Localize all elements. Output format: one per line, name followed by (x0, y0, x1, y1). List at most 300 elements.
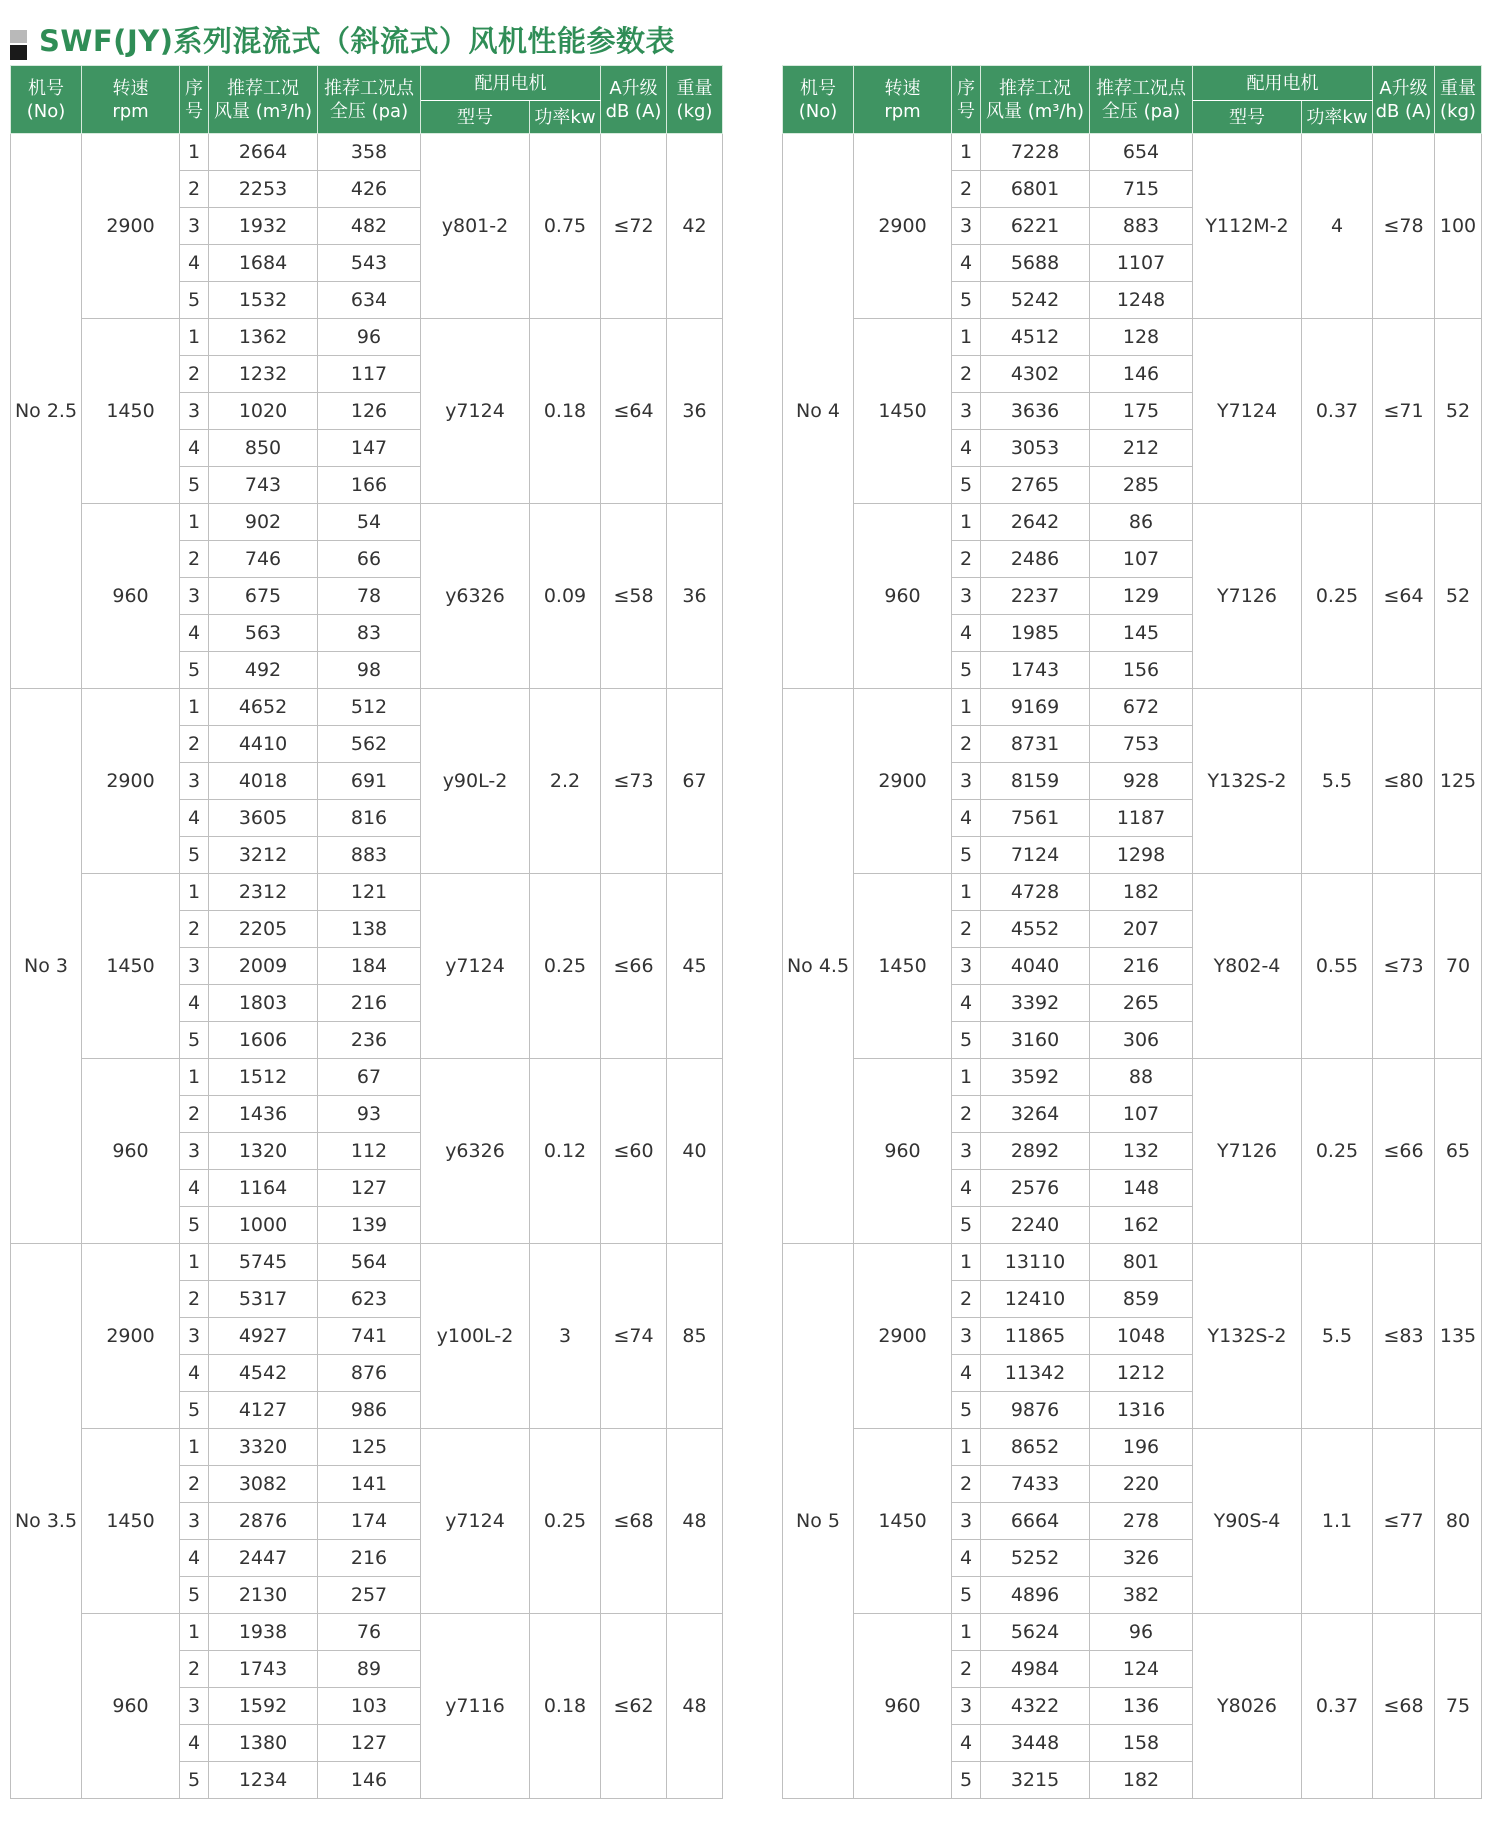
seq-cell: 3 (952, 1503, 981, 1540)
flow-cell: 1512 (209, 1059, 318, 1096)
flow-cell: 4302 (981, 356, 1090, 393)
motor-power-cell: 0.18 (530, 1614, 601, 1799)
seq-cell: 1 (952, 504, 981, 541)
flow-cell: 3320 (209, 1429, 318, 1466)
machine-no-cell: No 3.5 (11, 1244, 82, 1799)
pressure-cell: 623 (318, 1281, 421, 1318)
seq-cell: 1 (180, 134, 209, 171)
rpm-cell: 960 (82, 1614, 180, 1799)
weight-cell: 85 (667, 1244, 723, 1429)
header-flow: 推荐工况 风量 (m³/h) (209, 66, 318, 134)
motor-power-cell: 5.5 (1302, 1244, 1373, 1429)
pressure-cell: 876 (318, 1355, 421, 1392)
seq-cell: 5 (952, 652, 981, 689)
pressure-cell: 654 (1090, 134, 1193, 171)
seq-cell: 3 (180, 208, 209, 245)
seq-cell: 2 (180, 1281, 209, 1318)
table-row (783, 689, 1482, 726)
pressure-cell: 141 (318, 1466, 421, 1503)
pressure-cell: 672 (1090, 689, 1193, 726)
motor-model-cell: y6326 (421, 504, 530, 689)
seq-cell: 2 (952, 356, 981, 393)
seq-cell: 4 (952, 1540, 981, 1577)
flow-cell: 11865 (981, 1318, 1090, 1355)
pressure-cell: 93 (318, 1096, 421, 1133)
flow-cell: 4410 (209, 726, 318, 763)
pressure-cell: 207 (1090, 911, 1193, 948)
pressure-cell: 382 (1090, 1577, 1193, 1614)
noise-cell: ≤77 (1373, 1429, 1435, 1614)
flow-cell: 1592 (209, 1688, 318, 1725)
flow-cell: 3082 (209, 1466, 318, 1503)
flow-cell: 2765 (981, 467, 1090, 504)
table-row (783, 1244, 1482, 1281)
seq-cell: 5 (180, 1392, 209, 1429)
weight-cell: 100 (1435, 134, 1482, 319)
noise-cell: ≤58 (601, 504, 667, 689)
page-title: SWF(JY)系列混流式（斜流式）风机性能参数表 (39, 24, 675, 58)
motor-power-cell: 3 (530, 1244, 601, 1429)
noise-cell: ≤73 (601, 689, 667, 874)
table-row (783, 1059, 1482, 1096)
flow-cell: 8731 (981, 726, 1090, 763)
pressure-cell: 136 (1090, 1688, 1193, 1725)
flow-cell: 11342 (981, 1355, 1090, 1392)
motor-power-cell: 2.2 (530, 689, 601, 874)
flow-cell: 2253 (209, 171, 318, 208)
weight-cell: 80 (1435, 1429, 1482, 1614)
header-noise: A升级 dB (A) (1373, 66, 1435, 134)
pressure-cell: 426 (318, 171, 421, 208)
weight-cell: 125 (1435, 689, 1482, 874)
flow-cell: 492 (209, 652, 318, 689)
weight-cell: 48 (667, 1614, 723, 1799)
seq-cell: 4 (952, 1170, 981, 1207)
flow-cell: 3215 (981, 1762, 1090, 1799)
table-row (783, 134, 1482, 171)
header-seq: 序 号 (952, 66, 981, 134)
header-flow: 推荐工况 风量 (m³/h) (981, 66, 1090, 134)
pressure-cell: 88 (1090, 1059, 1193, 1096)
seq-cell: 5 (180, 1762, 209, 1799)
pressure-cell: 1298 (1090, 837, 1193, 874)
pressure-cell: 96 (318, 319, 421, 356)
seq-cell: 5 (180, 467, 209, 504)
pressure-cell: 67 (318, 1059, 421, 1096)
weight-cell: 75 (1435, 1614, 1482, 1799)
pressure-cell: 512 (318, 689, 421, 726)
header-pressure: 推荐工况点 全压 (pa) (1090, 66, 1193, 134)
pressure-cell: 1248 (1090, 282, 1193, 319)
seq-cell: 1 (952, 134, 981, 171)
seq-cell: 5 (180, 1022, 209, 1059)
motor-model-cell: Y112M-2 (1193, 134, 1302, 319)
pressure-cell: 103 (318, 1688, 421, 1725)
seq-cell: 2 (952, 911, 981, 948)
flow-cell: 2130 (209, 1577, 318, 1614)
seq-cell: 1 (180, 1059, 209, 1096)
pressure-cell: 158 (1090, 1725, 1193, 1762)
seq-cell: 3 (180, 948, 209, 985)
flow-cell: 1606 (209, 1022, 318, 1059)
seq-cell: 3 (952, 578, 981, 615)
flow-cell: 2486 (981, 541, 1090, 578)
header-pressure: 推荐工况点 全压 (pa) (318, 66, 421, 134)
flow-cell: 1803 (209, 985, 318, 1022)
seq-cell: 2 (180, 541, 209, 578)
flow-cell: 8159 (981, 763, 1090, 800)
header-power: 功率kw (530, 101, 601, 134)
flow-cell: 4728 (981, 874, 1090, 911)
noise-cell: ≤68 (601, 1429, 667, 1614)
seq-cell: 2 (180, 911, 209, 948)
flow-cell: 3053 (981, 430, 1090, 467)
pressure-cell: 66 (318, 541, 421, 578)
rpm-cell: 2900 (854, 689, 952, 874)
pressure-cell: 128 (1090, 319, 1193, 356)
rpm-cell: 1450 (854, 874, 952, 1059)
seq-cell: 1 (180, 689, 209, 726)
motor-power-cell: 5.5 (1302, 689, 1373, 874)
rpm-cell: 1450 (854, 319, 952, 504)
motor-model-cell: Y90S-4 (1193, 1429, 1302, 1614)
seq-cell: 2 (952, 1281, 981, 1318)
table-row (783, 504, 1482, 541)
seq-cell: 2 (952, 1651, 981, 1688)
pressure-cell: 125 (318, 1429, 421, 1466)
motor-model-cell: Y132S-2 (1193, 689, 1302, 874)
seq-cell: 5 (180, 1577, 209, 1614)
table-row (783, 1614, 1482, 1651)
header-noise: A升级 dB (A) (601, 66, 667, 134)
spec-table-right (782, 65, 1482, 1799)
pressure-cell: 112 (318, 1133, 421, 1170)
pressure-cell: 89 (318, 1651, 421, 1688)
weight-cell: 135 (1435, 1244, 1482, 1429)
pressure-cell: 166 (318, 467, 421, 504)
pressure-cell: 96 (1090, 1614, 1193, 1651)
flow-cell: 2876 (209, 1503, 318, 1540)
flow-cell: 9169 (981, 689, 1090, 726)
seq-cell: 1 (952, 1059, 981, 1096)
seq-cell: 2 (952, 726, 981, 763)
pressure-cell: 265 (1090, 985, 1193, 1022)
pressure-cell: 285 (1090, 467, 1193, 504)
pressure-cell: 83 (318, 615, 421, 652)
flow-cell: 2664 (209, 134, 318, 171)
pressure-cell: 691 (318, 763, 421, 800)
table-row (11, 689, 723, 726)
motor-power-cell: 0.75 (530, 134, 601, 319)
flow-cell: 7561 (981, 800, 1090, 837)
seq-cell: 5 (952, 282, 981, 319)
flow-cell: 6664 (981, 1503, 1090, 1540)
pressure-cell: 220 (1090, 1466, 1193, 1503)
seq-cell: 1 (952, 1244, 981, 1281)
motor-power-cell: 0.25 (1302, 504, 1373, 689)
noise-cell: ≤80 (1373, 689, 1435, 874)
seq-cell: 4 (952, 1725, 981, 1762)
pressure-cell: 816 (318, 800, 421, 837)
flow-cell: 1684 (209, 245, 318, 282)
weight-cell: 40 (667, 1059, 723, 1244)
flow-cell: 4040 (981, 948, 1090, 985)
seq-cell: 5 (952, 1577, 981, 1614)
seq-cell: 5 (952, 837, 981, 874)
flow-cell: 3392 (981, 985, 1090, 1022)
rpm-cell: 1450 (82, 874, 180, 1059)
flow-cell: 4018 (209, 763, 318, 800)
flow-cell: 2642 (981, 504, 1090, 541)
header-rpm: 转速 rpm (82, 66, 180, 134)
table-row (11, 1059, 723, 1096)
flow-cell: 5624 (981, 1614, 1090, 1651)
seq-cell: 1 (952, 1614, 981, 1651)
flow-cell: 4512 (981, 319, 1090, 356)
flow-cell: 1362 (209, 319, 318, 356)
header-weight: 重量 (kg) (667, 66, 723, 134)
noise-cell: ≤83 (1373, 1244, 1435, 1429)
table-row (11, 1429, 723, 1466)
flow-cell: 1000 (209, 1207, 318, 1244)
flow-cell: 9876 (981, 1392, 1090, 1429)
noise-cell: ≤64 (1373, 504, 1435, 689)
rpm-cell: 960 (854, 1059, 952, 1244)
seq-cell: 3 (952, 1133, 981, 1170)
flow-cell: 4927 (209, 1318, 318, 1355)
rpm-cell: 1450 (854, 1429, 952, 1614)
table-row (783, 874, 1482, 911)
flow-cell: 4542 (209, 1355, 318, 1392)
flow-cell: 4984 (981, 1651, 1090, 1688)
seq-cell: 3 (180, 1503, 209, 1540)
pressure-cell: 358 (318, 134, 421, 171)
seq-cell: 1 (180, 1614, 209, 1651)
pressure-cell: 147 (318, 430, 421, 467)
seq-cell: 5 (952, 1762, 981, 1799)
flow-cell: 2205 (209, 911, 318, 948)
flow-cell: 850 (209, 430, 318, 467)
noise-cell: ≤66 (1373, 1059, 1435, 1244)
rpm-cell: 960 (82, 504, 180, 689)
pressure-cell: 54 (318, 504, 421, 541)
noise-cell: ≤71 (1373, 319, 1435, 504)
flow-cell: 675 (209, 578, 318, 615)
header-model: 型号 (421, 101, 530, 134)
seq-cell: 3 (952, 1318, 981, 1355)
motor-model-cell: Y7126 (1193, 1059, 1302, 1244)
pressure-cell: 257 (318, 1577, 421, 1614)
motor-power-cell: 1.1 (1302, 1429, 1373, 1614)
seq-cell: 4 (952, 245, 981, 282)
seq-cell: 3 (952, 393, 981, 430)
pressure-cell: 76 (318, 1614, 421, 1651)
motor-power-cell: 0.09 (530, 504, 601, 689)
flow-cell: 1164 (209, 1170, 318, 1207)
flow-cell: 902 (209, 504, 318, 541)
table-row (783, 1429, 1482, 1466)
pressure-cell: 174 (318, 1503, 421, 1540)
motor-power-cell: 0.25 (1302, 1059, 1373, 1244)
pressure-cell: 148 (1090, 1170, 1193, 1207)
motor-power-cell: 0.37 (1302, 319, 1373, 504)
pressure-cell: 86 (1090, 504, 1193, 541)
flow-cell: 7124 (981, 837, 1090, 874)
weight-cell: 65 (1435, 1059, 1482, 1244)
seq-cell: 2 (952, 1466, 981, 1503)
seq-cell: 1 (952, 319, 981, 356)
flow-cell: 4896 (981, 1577, 1090, 1614)
seq-cell: 2 (180, 356, 209, 393)
pressure-cell: 326 (1090, 1540, 1193, 1577)
pressure-cell: 139 (318, 1207, 421, 1244)
motor-power-cell: 0.25 (530, 874, 601, 1059)
machine-no-cell: No 4.5 (783, 689, 854, 1244)
table-row (11, 874, 723, 911)
pressure-cell: 107 (1090, 1096, 1193, 1133)
pressure-cell: 138 (318, 911, 421, 948)
flow-cell: 1020 (209, 393, 318, 430)
pressure-cell: 928 (1090, 763, 1193, 800)
seq-cell: 4 (952, 1355, 981, 1392)
seq-cell: 5 (180, 837, 209, 874)
seq-cell: 3 (180, 1688, 209, 1725)
weight-cell: 36 (667, 504, 723, 689)
noise-cell: ≤66 (601, 874, 667, 1059)
flow-cell: 1743 (981, 652, 1090, 689)
motor-power-cell: 0.18 (530, 319, 601, 504)
seq-cell: 5 (952, 467, 981, 504)
flow-cell: 7228 (981, 134, 1090, 171)
pressure-cell: 126 (318, 393, 421, 430)
seq-cell: 3 (952, 763, 981, 800)
flow-cell: 4552 (981, 911, 1090, 948)
seq-cell: 4 (180, 245, 209, 282)
weight-cell: 45 (667, 874, 723, 1059)
flow-cell: 7433 (981, 1466, 1090, 1503)
seq-cell: 1 (952, 874, 981, 911)
pressure-cell: 216 (318, 985, 421, 1022)
seq-cell: 2 (180, 1096, 209, 1133)
weight-cell: 36 (667, 319, 723, 504)
pressure-cell: 78 (318, 578, 421, 615)
motor-model-cell: y6326 (421, 1059, 530, 1244)
flow-cell: 3160 (981, 1022, 1090, 1059)
rpm-cell: 960 (82, 1059, 180, 1244)
table-row (11, 1614, 723, 1651)
flow-cell: 1232 (209, 356, 318, 393)
pressure-cell: 801 (1090, 1244, 1193, 1281)
flow-cell: 1436 (209, 1096, 318, 1133)
flow-cell: 12410 (981, 1281, 1090, 1318)
seq-cell: 3 (952, 1688, 981, 1725)
flow-cell: 1320 (209, 1133, 318, 1170)
header-power: 功率kw (1302, 101, 1373, 134)
seq-cell: 2 (180, 1466, 209, 1503)
pressure-cell: 132 (1090, 1133, 1193, 1170)
weight-cell: 52 (1435, 319, 1482, 504)
seq-cell: 1 (180, 874, 209, 911)
pressure-cell: 145 (1090, 615, 1193, 652)
title-marker-icon (10, 30, 27, 60)
pressure-cell: 121 (318, 874, 421, 911)
pressure-cell: 883 (318, 837, 421, 874)
pressure-cell: 236 (318, 1022, 421, 1059)
flow-cell: 5252 (981, 1540, 1090, 1577)
pressure-cell: 98 (318, 652, 421, 689)
flow-cell: 1985 (981, 615, 1090, 652)
seq-cell: 5 (952, 1022, 981, 1059)
flow-cell: 4322 (981, 1688, 1090, 1725)
seq-cell: 5 (952, 1392, 981, 1429)
seq-cell: 2 (952, 541, 981, 578)
pressure-cell: 146 (1090, 356, 1193, 393)
seq-cell: 2 (180, 726, 209, 763)
flow-cell: 5242 (981, 282, 1090, 319)
pressure-cell: 564 (318, 1244, 421, 1281)
seq-cell: 1 (952, 1429, 981, 1466)
motor-power-cell: 4 (1302, 134, 1373, 319)
seq-cell: 4 (180, 800, 209, 837)
table-row (11, 504, 723, 541)
pressure-cell: 859 (1090, 1281, 1193, 1318)
noise-cell: ≤64 (601, 319, 667, 504)
flow-cell: 2892 (981, 1133, 1090, 1170)
pressure-cell: 124 (1090, 1651, 1193, 1688)
motor-model-cell: y7116 (421, 1614, 530, 1799)
motor-model-cell: Y8026 (1193, 1614, 1302, 1799)
seq-cell: 4 (952, 615, 981, 652)
machine-no-cell: No 5 (783, 1244, 854, 1799)
noise-cell: ≤74 (601, 1244, 667, 1429)
seq-cell: 1 (180, 319, 209, 356)
flow-cell: 743 (209, 467, 318, 504)
flow-cell: 3592 (981, 1059, 1090, 1096)
weight-cell: 48 (667, 1429, 723, 1614)
noise-cell: ≤72 (601, 134, 667, 319)
flow-cell: 2576 (981, 1170, 1090, 1207)
weight-cell: 70 (1435, 874, 1482, 1059)
header-seq: 序 号 (180, 66, 209, 134)
rpm-cell: 2900 (854, 1244, 952, 1429)
title-bar (10, 16, 675, 60)
flow-cell: 4127 (209, 1392, 318, 1429)
motor-power-cell: 0.25 (530, 1429, 601, 1614)
seq-cell: 4 (180, 985, 209, 1022)
seq-cell: 5 (180, 282, 209, 319)
rpm-cell: 2900 (82, 689, 180, 874)
seq-cell: 4 (180, 1355, 209, 1392)
flow-cell: 4652 (209, 689, 318, 726)
pressure-cell: 175 (1090, 393, 1193, 430)
flow-cell: 3605 (209, 800, 318, 837)
seq-cell: 1 (952, 689, 981, 726)
flow-cell: 1234 (209, 1762, 318, 1799)
flow-cell: 2240 (981, 1207, 1090, 1244)
seq-cell: 5 (180, 1207, 209, 1244)
seq-cell: 2 (952, 1096, 981, 1133)
machine-no-cell: No 2.5 (11, 134, 82, 689)
header-no: 机号 (No) (783, 66, 854, 134)
motor-model-cell: y7124 (421, 319, 530, 504)
flow-cell: 746 (209, 541, 318, 578)
seq-cell: 4 (952, 800, 981, 837)
flow-cell: 13110 (981, 1244, 1090, 1281)
motor-model-cell: Y132S-2 (1193, 1244, 1302, 1429)
header-model: 型号 (1193, 101, 1302, 134)
pressure-cell: 107 (1090, 541, 1193, 578)
pressure-cell: 212 (1090, 430, 1193, 467)
